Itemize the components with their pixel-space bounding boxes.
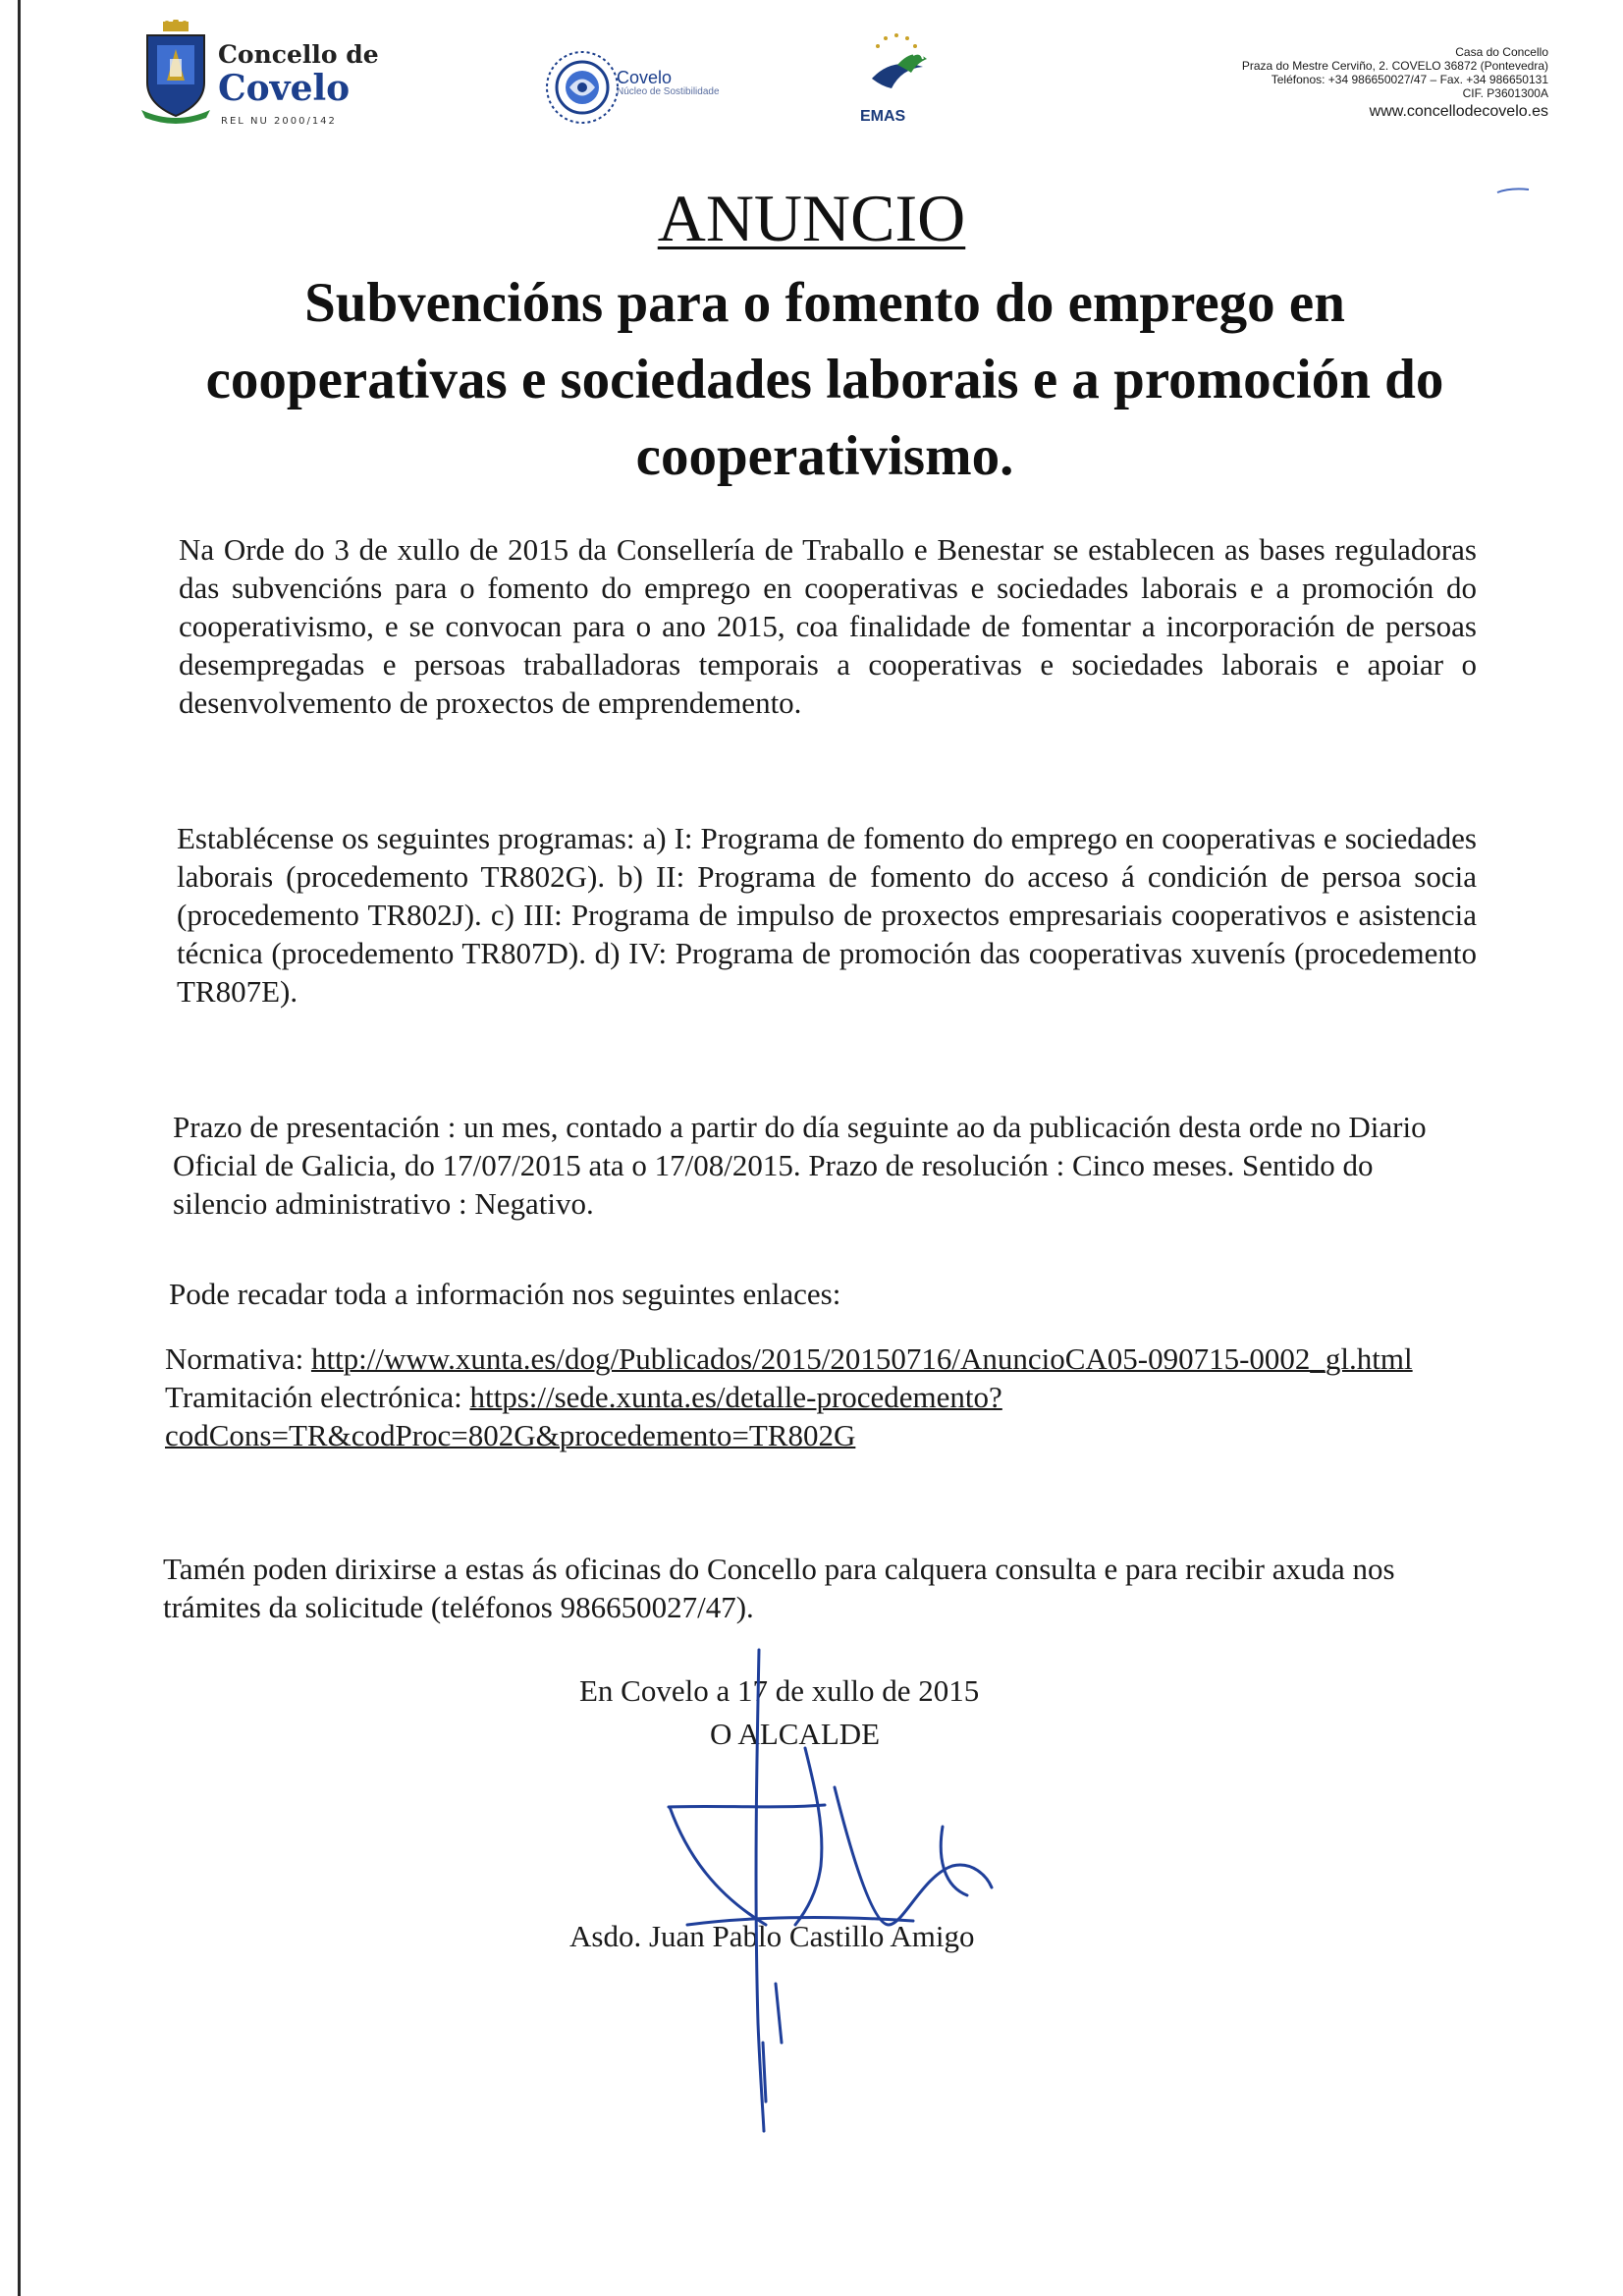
place-and-date: En Covelo a 17 de xullo de 2015 (579, 1673, 980, 1708)
emas-logo (862, 29, 931, 98)
handwritten-signature (628, 1630, 1021, 2141)
concello-name-line1: Concello de (218, 40, 379, 69)
paragraph-programs: Establécense os seguintes programas: a) I: Programa de fomento do emprego en cooperativas e sociedades laborais (procedemento TR802G). b) II: Programa de fomento do acceso á condición de persoa socia (procedemento TR802J). c) III: Programa de impulso de proxectos empresariais cooperativos e asistencia técnica (procedemento TR807D). d) IV: Programa de promoción das cooperativas xuvenís (procedemento TR807E). (177, 821, 1477, 1009)
paragraph-order-intro: Na Orde do 3 de xullo de 2015 da Consellería de Traballo e Benestar se establecen as bases reguladoras das subvencións para o fomento do emprego en cooperativas e sociedades laborais e a promoción do cooperativismo, e se convocan para o ano 2015, coa finalidade de fomentar a incorporación de persoas desempregadas e persoas traballadoras temporais a cooperativas e sociedades laborais e apoiar o desenvolvemento de proxectos de emprendemento. (179, 532, 1477, 720)
link-normativa[interactable]: http://www.xunta.es/dog/Publicados/2015/20150716/AnuncioCA05-090715-0002_gl.html (310, 1341, 1413, 1376)
signatory-name: Asdo. Juan Pablo Castillo Amigo (569, 1919, 975, 1953)
links-list (165, 1339, 1481, 1454)
address-phones: Teléfonos: +34 986650027/47 – Fax. +34 986650131 (1271, 73, 1548, 86)
link-label-tramitacion: Tramitación electrónica: (165, 1380, 470, 1414)
concello-name (218, 40, 379, 109)
nucleo-tagline: Núcleo de Sostibilidade (617, 86, 720, 97)
announcement-subtitle: Subvencións para o fomento do emprego en cooperativas e sociedades laborais e a promoción do cooperativismo. (205, 272, 1444, 487)
address-building: Casa do Concello (1455, 45, 1548, 59)
link-item-normativa (165, 1339, 1481, 1378)
concello-name-line2: Covelo (218, 68, 351, 109)
address-cif: CIF. P3601300A (1462, 86, 1548, 100)
link-tramitacion-electronica[interactable]: https://sede.xunta.es/detalle-procedemento?codCons=TR&codProc=802G&procedemento=TR802G (165, 1380, 1002, 1452)
signatory-role: O ALCALDE (710, 1717, 881, 1751)
address-street: Praza do Mestre Cerviño, 2. COVELO 36872 (Pontevedra) (1241, 59, 1548, 73)
covelo-crest-logo (137, 20, 214, 126)
page-title: ANUNCIO (657, 181, 966, 255)
link-label-normativa: Normativa: (165, 1341, 311, 1376)
paragraph-deadlines: Prazo de presentación : un mes, contado a partir do día seguinte ao da publicación desta orde no Diario Oficial de Galicia, do 17/07/2015 ata o 17/08/2015. Prazo de resolución : Cinco meses. Sentido do silencio administrativo : Negativo. (173, 1110, 1427, 1221)
paragraph-links-intro: Pode recadar toda a información nos seguintes enlaces: (169, 1277, 841, 1311)
nucleo-name: Covelo (617, 68, 673, 87)
concello-website: www.concellodecovelo.es (1369, 103, 1548, 120)
emas-label: EMAS (860, 108, 906, 125)
nucleo-sostibilidade-logo (544, 49, 621, 126)
link-item-tramitacion (165, 1378, 1481, 1454)
nucleo-sostibilidade-text (617, 69, 720, 98)
paragraph-contact: Tamén poden dirixirse a estas ás oficinas do Concello para calquera consulta e para recibir axuda nos trámites da solicitude (teléfonos 986650027/47). (163, 1552, 1395, 1624)
concello-address (1242, 45, 1548, 123)
scan-page-edge (18, 0, 21, 2296)
registry-code: REL NU 2000/142 (221, 116, 337, 127)
